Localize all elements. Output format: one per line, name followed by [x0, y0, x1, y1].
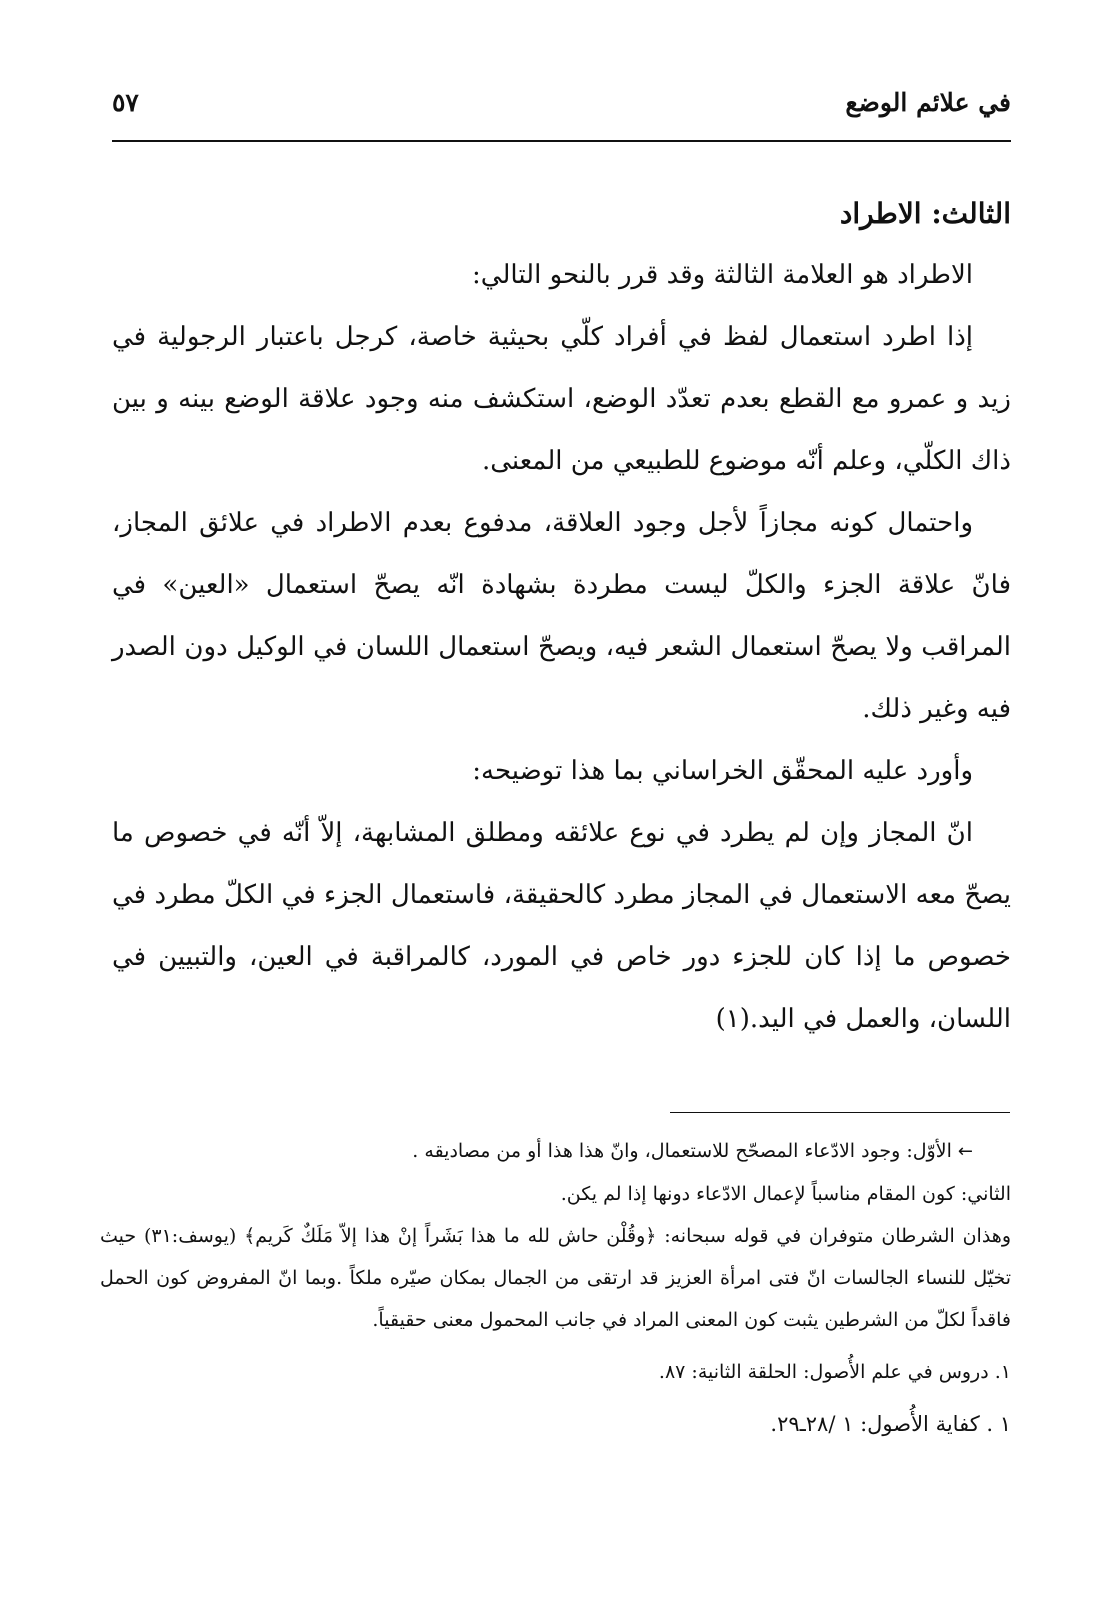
- paragraph: واحتمال كونه مجازاً لأجل وجود العلاقة، مدفوع بعدم الاطراد في علائق المجاز، فانّ علاقة الجزء والكلّ ليست مطردة بشهادة انّه يصحّ استعمال «العين» في المراقب ولا يصحّ استعمال الشعر فيه، ويصحّ استعمال اللسان في الوكيل دون الصدر فيه وغير ذلك.: [112, 508, 1011, 724]
- section-heading: الثالث: الاطراد: [839, 197, 1011, 230]
- page-number: ٥٧: [112, 88, 139, 117]
- footnote-line: وهذان الشرطان متوفران في قوله سبحانه: ﴿وقُلْن حاش لله ما هذا بَشَراً إنْ هذا إلاّ مَلَكٌ كَريم﴾ (يوسف:٣١) حيث تخيّل للنساء الجالسات انّ فتى امرأة العزيز قد ارتقى من الجمال بمكان صيّره ملكاً .وبما انّ المفروض كون الحمل فاقداً لكلّ من الشرطين يثبت كون المعنى المراد في جانب المحمول معنى حقيقياً.: [100, 1225, 1011, 1331]
- footnote-reference: ١. دروس في علم الأُصول: الحلقة الثانية: ٨٧.: [658, 1361, 1011, 1383]
- running-head: [112, 88, 1011, 128]
- running-title: في علائم الوضع: [845, 88, 1011, 117]
- paragraph: إذا اطرد استعمال لفظ في أفراد كلّي بحيثية خاصة، كرجل باعتبار الرجولية في زيد و عمرو مع القطع بعدم تعدّد الوضع، استكشف منه وجود علاقة الوضع بينه و بين ذاك الكلّي، وعلم أنّه موضوع للطبيعي من المعنى.: [112, 322, 1011, 476]
- footnote-rule: [670, 1112, 1010, 1113]
- paragraph: الاطراد هو العلامة الثالثة وقد قرر بالنحو التالي:: [472, 260, 973, 290]
- footnotes: [100, 1130, 1011, 1445]
- main-text: [112, 188, 1011, 1050]
- continuation-arrow-icon: ←: [957, 1141, 973, 1162]
- footnote-line: الثاني: كون المقام مناسباً لإعمال الادّعاء دونها إذا لم يكن.: [560, 1183, 1011, 1205]
- footnote-reference: ١ . كفاية الأُصول: ١ /٢٨ـ٢٩.: [770, 1412, 1011, 1436]
- footnote-text: الأوّل: وجود الادّعاء المصحّح للاستعمال، وانّ هذا هذا أو من مصاديقه .: [412, 1140, 952, 1162]
- paragraph: وأورد عليه المحقّق الخراساني بما هذا توضيحه:: [472, 756, 973, 786]
- footnote-line: [100, 1130, 1011, 1173]
- paragraph: انّ المجاز وإن لم يطرد في نوع علائقه ومطلق المشابهة، إلاّ أنّه في خصوص ما يصحّ معه الاستعمال في المجاز مطرد كالحقيقة، فاستعمال الجزء في الكلّ مطرد في خصوص ما إذا كان للجزء دور خاص في المورد، كالمراقبة في العين، والتبيين في اللسان، والعمل في اليد.(١): [112, 818, 1011, 1034]
- header-rule: [112, 140, 1011, 142]
